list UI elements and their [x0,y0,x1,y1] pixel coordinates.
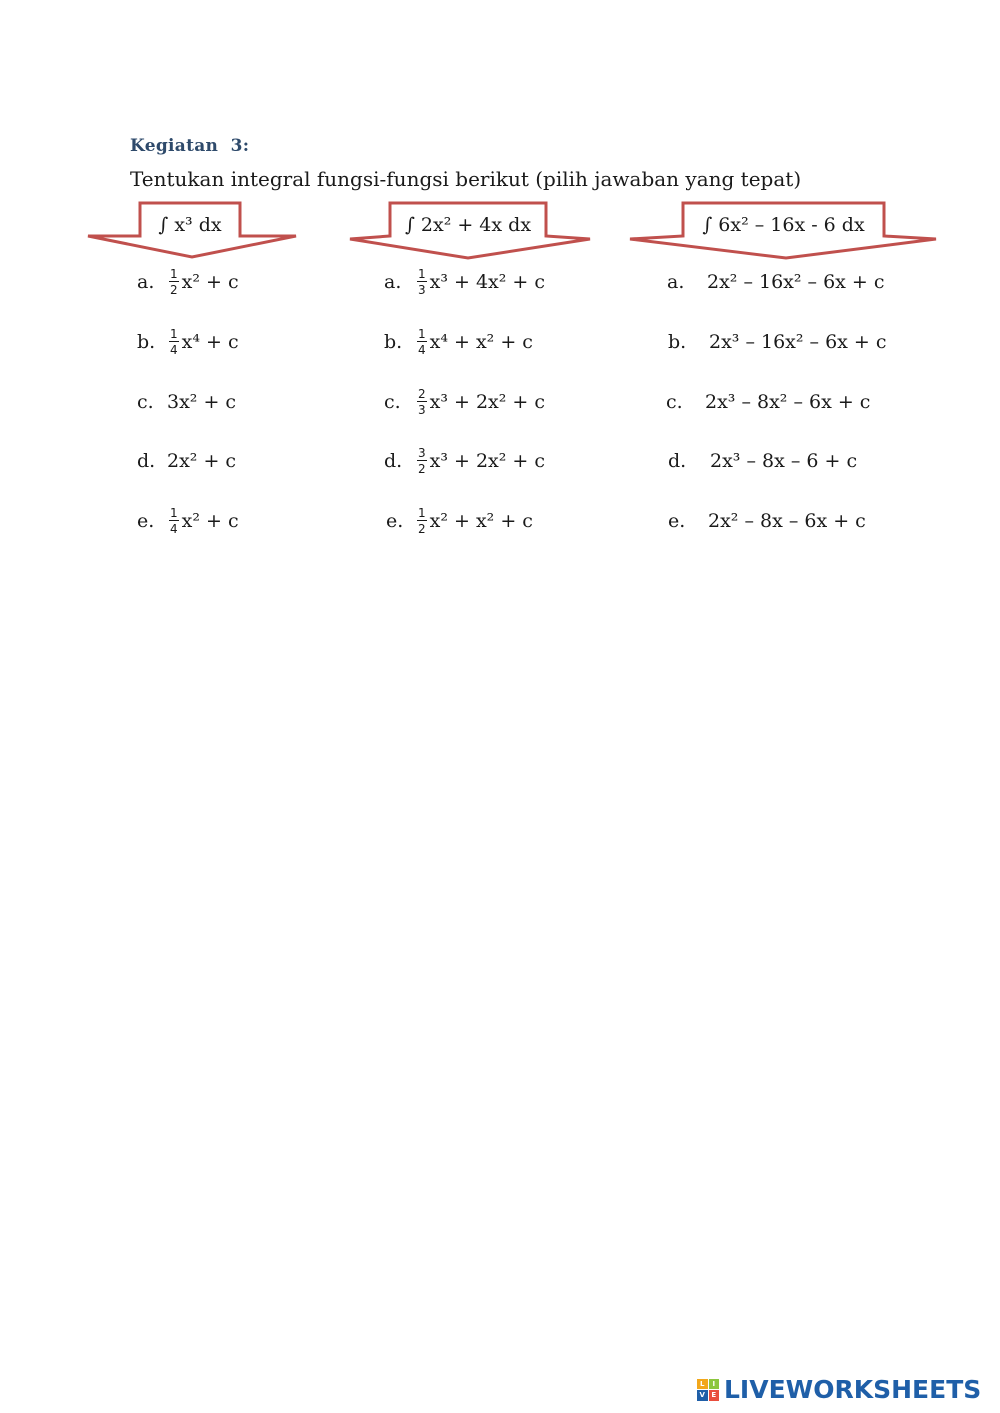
question-1-option-d[interactable] [137,441,236,481]
option-expression: 2x³ – 8x² – 6x + c [705,391,871,413]
logo-icon-letter: L [697,1379,708,1390]
option-expression: x² + c [181,510,239,532]
option-letter: e. [668,510,686,532]
option-expression: 2x³ – 16x² – 6x + c [709,331,887,353]
fraction-denominator: 3 [418,403,426,417]
option-letter: c. [137,391,154,413]
fraction-numerator: 1 [170,267,178,281]
option-letter: c. [666,391,683,413]
option-expression: x³ + 4x² + c [429,271,546,293]
fraction-denominator: 2 [418,462,426,476]
question-3-option-c[interactable] [666,382,870,422]
question-2-option-b[interactable] [384,322,533,362]
option-fraction [169,507,179,535]
option-letter: a. [137,271,155,293]
fraction-denominator: 4 [418,343,426,357]
question-2-option-e[interactable] [386,501,533,541]
question-1-option-b[interactable] [137,322,239,362]
fraction-numerator: 2 [418,387,426,401]
question-1-arrow [86,203,298,259]
option-expression: 3x² + c [167,391,237,413]
option-fraction [417,328,427,356]
option-expression: x⁴ + x² + c [429,331,533,353]
question-3-arrow [628,203,938,259]
question-2-option-d[interactable] [384,441,545,481]
question-2-prompt: ∫ 2x² + 4x dx [404,214,532,236]
option-fraction [417,388,427,416]
option-letter: a. [667,271,685,293]
fraction-denominator: 3 [418,283,426,297]
logo-icon-letter: E [709,1390,720,1401]
fraction-denominator: 4 [170,522,178,536]
question-3-option-b[interactable] [668,322,887,362]
option-fraction [417,507,427,535]
option-expression: x² + c [181,271,239,293]
liveworksheets-icon [697,1379,719,1401]
option-letter: d. [668,450,687,472]
question-3-prompt: ∫ 6x² – 16x - 6 dx [702,214,865,236]
option-letter: c. [384,391,401,413]
option-expression: 2x² – 16x² – 6x + c [707,271,885,293]
liveworksheets-logo[interactable] [697,1375,981,1404]
option-expression: x² + x² + c [429,510,533,532]
option-fraction [169,268,179,296]
option-expression: x⁴ + c [181,331,239,353]
option-expression: 2x³ – 8x – 6 + c [710,450,858,472]
question-3-option-a[interactable] [667,262,885,302]
question-1-option-a[interactable] [137,262,239,302]
option-letter: d. [384,450,403,472]
instruction-text: Tentukan integral fungsi-fungsi berikut (pilih jawaban yang tepat) [130,167,802,191]
option-letter: b. [668,331,687,353]
option-letter: e. [137,510,155,532]
option-letter: b. [384,331,403,353]
fraction-denominator: 2 [418,522,426,536]
question-1-option-c[interactable] [137,382,236,422]
question-3-option-e[interactable] [668,501,866,541]
logo-text: LIVEWORKSHEETS [724,1375,982,1404]
fraction-numerator: 3 [418,446,426,460]
activity-heading: Kegiatan 3: [130,136,250,156]
fraction-numerator: 1 [170,327,178,341]
option-expression: x³ + 2x² + c [429,450,546,472]
question-2-arrow [348,203,592,259]
logo-icon-letter: I [709,1379,720,1390]
option-expression: 2x² – 8x – 6x + c [708,510,866,532]
fraction-numerator: 1 [418,327,426,341]
option-letter: d. [137,450,156,472]
fraction-denominator: 4 [170,343,178,357]
question-1-prompt: ∫ x³ dx [158,214,222,236]
option-letter: b. [137,331,156,353]
question-2-option-c[interactable] [384,382,545,422]
question-1-option-e[interactable] [137,501,239,541]
logo-icon-letter: V [697,1390,708,1401]
question-2-option-a[interactable] [384,262,545,302]
option-expression: x³ + 2x² + c [429,391,546,413]
option-letter: e. [386,510,404,532]
option-fraction [169,328,179,356]
option-fraction [417,268,427,296]
option-expression: 2x² + c [167,450,237,472]
fraction-numerator: 1 [418,506,426,520]
question-3-option-d[interactable] [668,441,857,481]
fraction-numerator: 1 [170,506,178,520]
option-fraction [417,447,427,475]
fraction-denominator: 2 [170,283,178,297]
option-letter: a. [384,271,402,293]
fraction-numerator: 1 [418,267,426,281]
